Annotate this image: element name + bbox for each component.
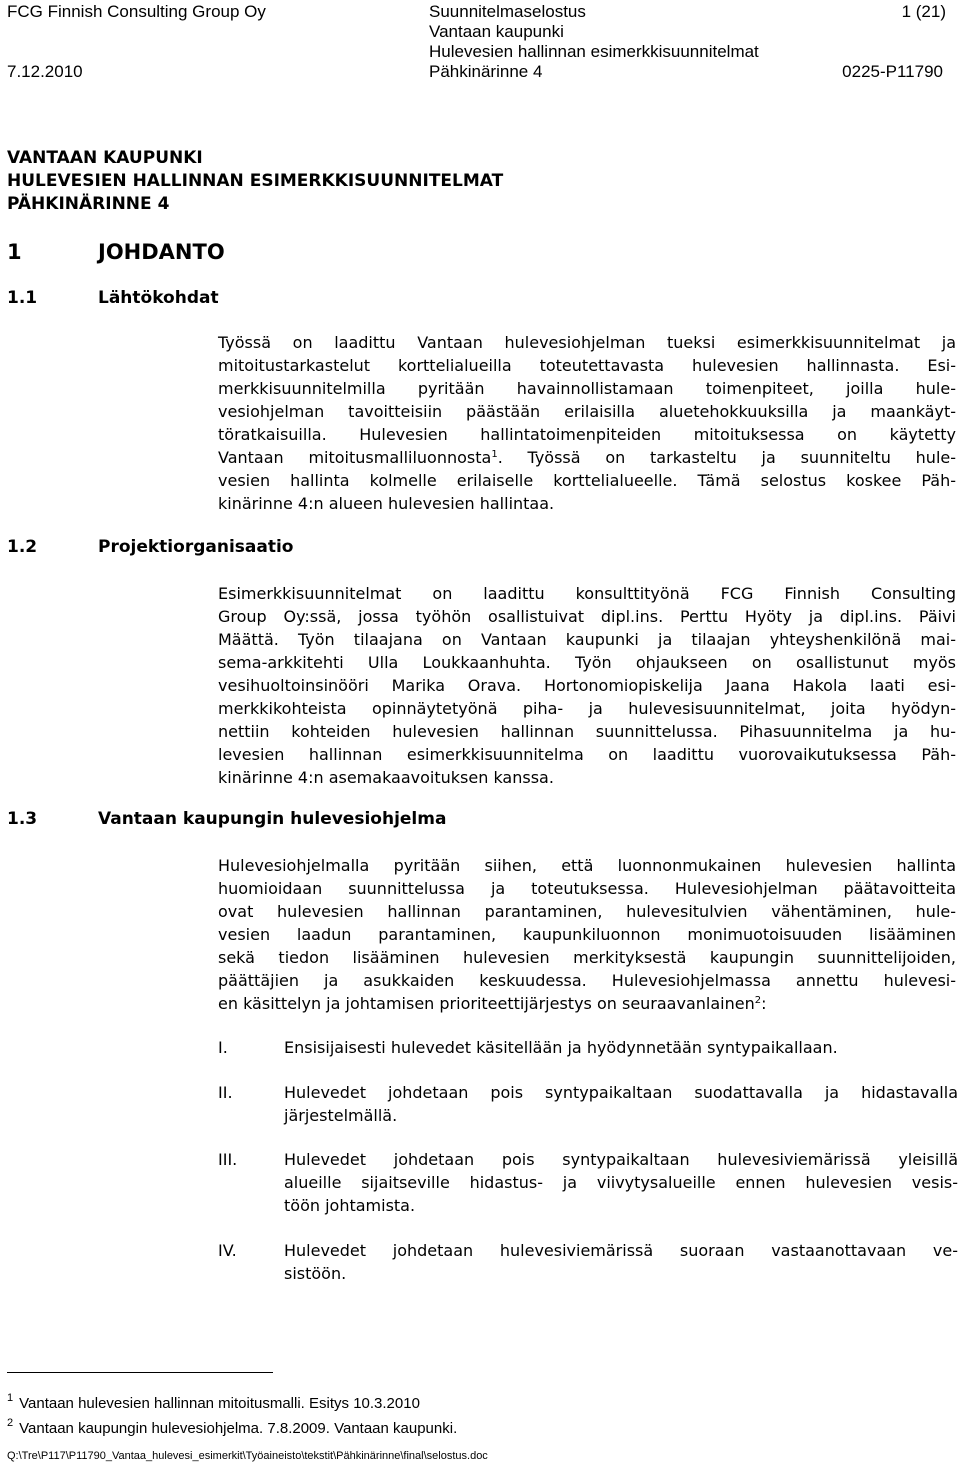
text-line: merkkisuunnitelmilla pyritään havainnollistamaan toimenpiteet, joilla hule-	[218, 379, 956, 398]
document-title-line: PÄHKINÄRINNE 4	[7, 194, 170, 214]
section-heading	[7, 809, 446, 829]
text-line: Esimerkkisuunnitelmat on laadittu konsulttityönä FCG Finnish Consulting	[218, 584, 956, 603]
text-line: kinärinne 4:n alueen hulevesien hallintaa.	[218, 494, 555, 513]
text-line: sema-arkkitehti Ulla Loukkaanhuhta. Työn ohjaukseen on osallistunut myös	[218, 653, 956, 672]
text-fragment: en käsittelyn ja johtamisen prioriteettijärjestys on seuraavanlainen	[218, 994, 755, 1013]
text-fragment: . Työssä on tarkasteltu ja suunniteltu hule-	[497, 448, 957, 467]
section-number: 1.3	[7, 809, 38, 829]
footnote-text: Vantaan hulevesien hallinnan mitoitusmalli. Esitys 10.3.2010	[19, 1395, 420, 1412]
text-line: merkkikohteista opinnäytetyönä piha- ja hulevesisuunnitelmat, joita hyödyn-	[218, 699, 956, 718]
chapter-heading	[7, 240, 225, 264]
priority-numeral: III.	[218, 1150, 238, 1169]
text-fragment: :	[761, 994, 767, 1013]
chapter-title: JOHDANTO	[98, 240, 225, 264]
section-heading	[7, 288, 219, 308]
text-line: Ensisijaisesti hulevedet käsitellään ja hyödynnetään syntypaikallaan.	[284, 1038, 838, 1057]
chapter-number: 1	[7, 240, 22, 264]
text-line: vesien hallinta kolmelle erilaiselle korttelialueelle. Tämä selostus koskee Päh-	[218, 471, 956, 490]
footnote-number: 1	[7, 1392, 14, 1404]
text-line: nettiin kohteiden hulevesien hallinnan suunnittelussa. Pihasuunnitelma ja hu-	[218, 722, 956, 741]
footnote-text: Vantaan kaupungin hulevesiohjelma. 7.8.2009. Vantaan kaupunki.	[19, 1420, 458, 1437]
section-title: Projektiorganisaatio	[98, 537, 294, 557]
text-line: Hulevedet johdetaan pois syntypaikaltaan hulevesiviemärissä yleisillä	[284, 1150, 958, 1169]
header-client: Vantaan kaupunki	[429, 22, 564, 41]
text-line: huomioidaan suunnittelussa ja toteutuksessa. Hulevesiohjelman päätavoitteita	[218, 879, 956, 898]
text-line: ovat hulevesien hallinnan parantaminen, hulevesitulvien vähentäminen, hule-	[218, 902, 956, 921]
header-project-code: 0225-P11790	[842, 62, 943, 81]
text-line	[218, 992, 956, 1015]
text-line: Hulevesiohjelmalla pyritään siihen, että luonnonmukainen hulevesien hallinta	[218, 856, 956, 875]
text-line: töön johtamista.	[284, 1196, 416, 1215]
text-line: vesien laadun parantaminen, kaupunkiluonnon monimuotoisuuden lisääminen	[218, 925, 956, 944]
text-line: järjestelmällä.	[284, 1106, 398, 1125]
section-number: 1.2	[7, 537, 38, 557]
section-number: 1.1	[7, 288, 38, 308]
footnote-number: 2	[7, 1417, 14, 1429]
text-line: sistöön.	[284, 1264, 347, 1283]
section-paragraph	[218, 854, 956, 1015]
text-line	[218, 446, 956, 469]
text-fragment: Vantaan mitoitusmalliluonnosta	[218, 448, 492, 467]
priority-numeral: I.	[218, 1038, 228, 1057]
text-line: töratkaisuilla. Hulevesien hallintatoimenpiteiden mitoituksessa on käytetty	[218, 425, 956, 444]
header-company: FCG Finnish Consulting Group Oy	[7, 2, 266, 21]
priority-numeral: II.	[218, 1083, 233, 1102]
document-title-line: HULEVESIEN HALLINNAN ESIMERKKISUUNNITELMAT	[7, 171, 504, 191]
text-line: levesien hallinnan esimerkkisuunnitelma on laadittu vuorovaikutuksessa Päh-	[218, 745, 956, 764]
text-line: Hulevedet johdetaan pois syntypaikaltaan suodattavalla ja hidastavalla	[284, 1083, 958, 1102]
header-date: 7.12.2010	[7, 62, 83, 81]
document-title-line: VANTAAN KAUPUNKI	[7, 148, 203, 168]
priority-numeral: IV.	[218, 1241, 237, 1260]
text-line: Group Oy:ssä, jossa työhön osallistuivat dipl.ins. Perttu Hyöty ja dipl.ins. Päivi	[218, 607, 956, 626]
footnote	[7, 1392, 420, 1412]
file-path: Q:\Tre\P117\P11790_Vantaa_hulevesi_esimerkit\Työaineisto\tekstit\Pähkinärinne\final\selostus.doc	[7, 1450, 488, 1462]
footnote	[7, 1417, 457, 1437]
section-title: Vantaan kaupungin hulevesiohjelma	[98, 809, 447, 829]
footnote-ref: 1	[491, 449, 498, 460]
header-doc-type: Suunnitelmaselostus	[429, 2, 586, 21]
text-line: sekä tiedon lisääminen hulevesien merkityksestä kaupungin suunnittelijoiden,	[218, 948, 956, 967]
text-line: päättäjien ja asukkaiden keskuudessa. Hulevesiohjelmassa annettu hulevesi-	[218, 971, 956, 990]
text-line: Työssä on laadittu Vantaan hulevesiohjelman tueksi esimerkkisuunnitelmat ja	[218, 333, 956, 352]
footnote-separator	[7, 1372, 273, 1373]
text-line: vesiohjelman tavoitteisiin päästään erilaisilla aluetehokkuuksilla ja maankäyt-	[218, 402, 956, 421]
footnote-ref: 2	[754, 995, 762, 1006]
text-line: Hulevedet johdetaan hulevesiviemärissä suoraan vastaanottavaan ve-	[284, 1241, 958, 1260]
header-plan-name: Hulevesien hallinnan esimerkkisuunnitelmat	[429, 42, 759, 61]
header-site: Pähkinärinne 4	[429, 62, 543, 81]
section-paragraph	[218, 331, 956, 515]
section-heading	[7, 537, 293, 557]
text-line: vesihuoltoinsinööri Marika Orava. Hortonomiopiskelija Jaana Hakola laati esi-	[218, 676, 956, 695]
text-line: Määttä. Työn tilaajana on Vantaan kaupunki ja tilaajan yhteyshenkilönä mai-	[218, 630, 956, 649]
section-title: Lähtökohdat	[98, 288, 219, 308]
header-page-number: 1 (21)	[901, 2, 946, 21]
text-line: alueille sijaitseville hidastus- ja viivytysalueille ennen hulevesien vesis-	[284, 1173, 958, 1192]
text-line: kinärinne 4:n asemakaavoituksen kanssa.	[218, 768, 554, 787]
section-paragraph	[218, 582, 956, 789]
text-line: mitoitustarkastelut korttelialueilla toteutettavasta hulevesien hallinnasta. Esi-	[218, 356, 956, 375]
